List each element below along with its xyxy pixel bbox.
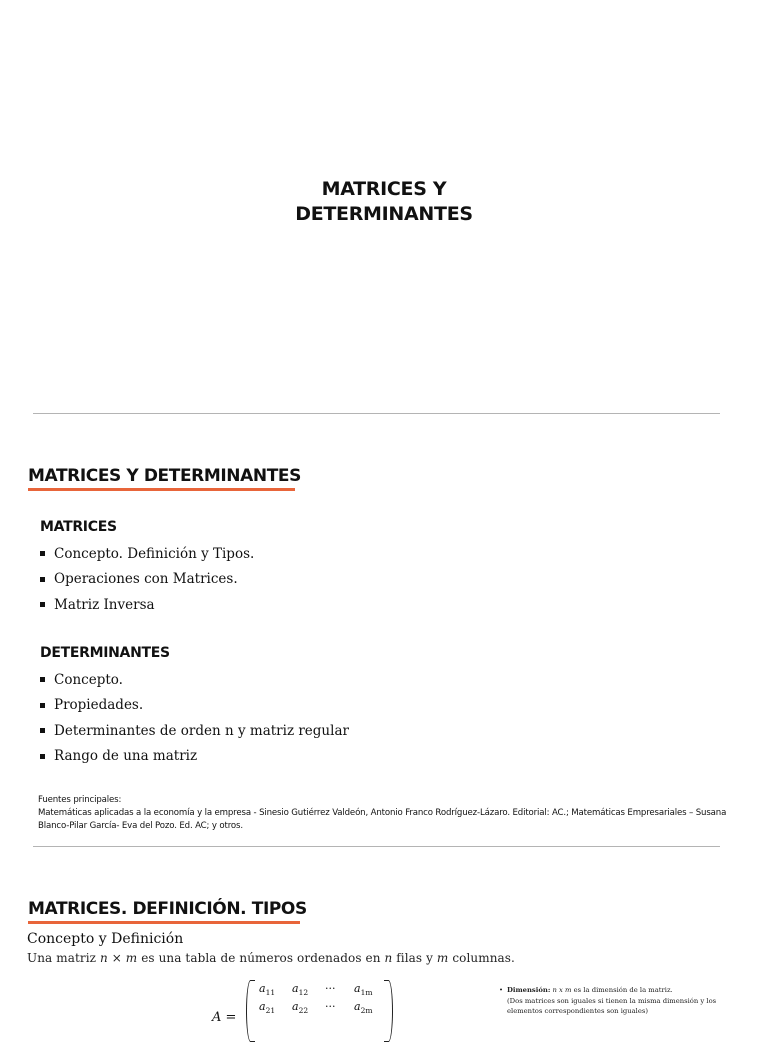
slide-divider bbox=[33, 413, 720, 414]
definition-part: es una tabla de números ordenados en bbox=[141, 951, 381, 965]
bullet-square-icon bbox=[40, 703, 45, 708]
list-item-label: Rango de una matriz bbox=[54, 748, 198, 765]
matrix-entry: $a_{22}$ bbox=[292, 1000, 309, 1016]
dimension-line2: (Dos matrices son iguales si tienen la misma dimensión y los elementos correspondientes son iguales) bbox=[507, 996, 717, 1015]
list-item-label: Propiedades. bbox=[54, 697, 144, 714]
matrix-formula bbox=[212, 978, 402, 1024]
section-heading-text: MATRICES. DEFINICIÓN. TIPOS bbox=[28, 899, 307, 919]
list-item-label: Determinantes de orden n y matriz regular bbox=[54, 722, 349, 739]
matrix-ellipsis: ··· bbox=[325, 1000, 336, 1013]
bullet-dot-icon: • bbox=[499, 986, 504, 994]
dimension-label: Dimensión: bbox=[507, 986, 551, 994]
bullet-square-icon bbox=[40, 728, 45, 733]
list-item-label: Concepto. Definición y Tipos. bbox=[54, 545, 255, 562]
heading-underline bbox=[28, 488, 295, 491]
bullet-square-icon bbox=[40, 602, 45, 607]
list-item bbox=[40, 541, 254, 567]
matrix-entry: $a_{2m}$ bbox=[354, 1000, 373, 1016]
list-item-label: Operaciones con Matrices. bbox=[54, 571, 238, 588]
definition-m: m bbox=[436, 951, 449, 965]
matrix-entry: $a_{12}$ bbox=[292, 982, 309, 998]
list-item bbox=[40, 567, 254, 593]
slide-divider bbox=[33, 846, 720, 847]
heading-underline bbox=[28, 921, 300, 924]
matrix-entry: $a_{21}$ bbox=[259, 1000, 276, 1016]
concept-title: Concepto y Definición bbox=[27, 931, 184, 947]
list-item-label: Matriz Inversa bbox=[54, 596, 155, 613]
section-heading-text: MATRICES Y DETERMINANTES bbox=[28, 466, 301, 486]
list-item bbox=[40, 718, 349, 744]
bullet-square-icon bbox=[40, 577, 45, 582]
matrices-list bbox=[40, 541, 254, 618]
dimension-dims: n x m bbox=[552, 986, 572, 994]
list-item bbox=[40, 744, 349, 770]
dimension-note bbox=[499, 985, 729, 1017]
definition-part: Una matriz bbox=[27, 951, 97, 965]
definition-dims: n × m bbox=[99, 951, 138, 965]
definition-part: filas y bbox=[396, 951, 433, 965]
matrices-subheading: MATRICES bbox=[40, 519, 117, 535]
matrix-entry: $a_{1m}$ bbox=[354, 982, 373, 998]
definition-part: columnas. bbox=[452, 951, 515, 965]
dimension-text: es la dimensión de la matriz. bbox=[573, 986, 673, 994]
section-heading bbox=[28, 466, 301, 486]
list-item bbox=[40, 693, 349, 719]
cover-title bbox=[0, 177, 768, 227]
right-parenthesis bbox=[384, 980, 393, 1042]
list-item bbox=[40, 667, 349, 693]
bullet-square-icon bbox=[40, 551, 45, 556]
matrix-ellipsis: ··· bbox=[325, 982, 336, 995]
definition-text bbox=[27, 951, 515, 965]
determinantes-subheading: DETERMINANTES bbox=[40, 645, 170, 661]
list-item bbox=[40, 592, 254, 618]
cover-title-line1: MATRICES Y bbox=[321, 178, 447, 200]
sources-note bbox=[38, 794, 728, 833]
sources-label: Fuentes principales: bbox=[38, 795, 122, 805]
section-heading bbox=[28, 899, 307, 919]
left-parenthesis bbox=[246, 980, 255, 1042]
bullet-square-icon bbox=[40, 677, 45, 682]
sources-text: Matemáticas aplicadas a la economía y la empresa - Sinesio Gutiérrez Valdeón, Antonio Franco Rodríguez-Lázaro. Editorial: AC.; Matemáticas Empresariales – Susana Blanco-Pilar García- Eva del Pozo. Ed. AC; y otros. bbox=[38, 808, 727, 831]
determinantes-list bbox=[40, 667, 349, 769]
bullet-square-icon bbox=[40, 754, 45, 759]
cover-title-line2: DETERMINANTES bbox=[295, 203, 473, 225]
matrix-entry: $a_{11}$ bbox=[259, 982, 276, 998]
matrix-lhs: A = bbox=[212, 1010, 237, 1025]
definition-n: n bbox=[384, 951, 393, 965]
list-item-label: Concepto. bbox=[54, 671, 123, 688]
